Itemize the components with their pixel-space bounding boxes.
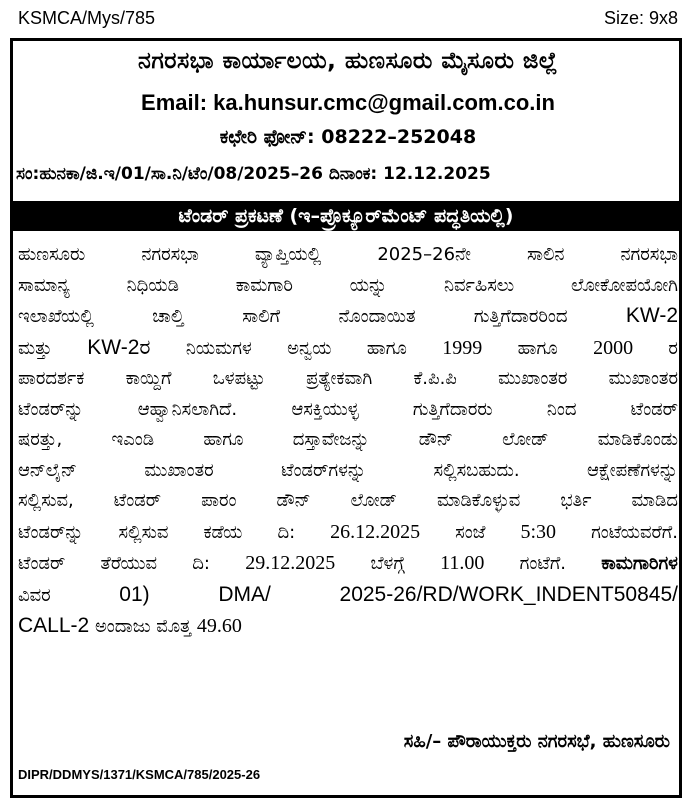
body-text: KW-2 (625, 304, 678, 327)
body-line (18, 548, 678, 580)
office-title: ನಗರಸಭಾ ಕಾರ್ಯಾಲಯ, ಹುಣಸೂರು ಮೈಸೂರು ಜಿಲ್ಲೆ (138, 48, 558, 74)
office-phone: ಕಛೇರಿ ಫೋನ್: 08222–252048 (219, 126, 477, 148)
body-text: ಗಂಟೆಯವರೆಗೆ. (591, 521, 678, 543)
body-line (18, 517, 678, 549)
ad-header-line (18, 8, 678, 32)
body-text: 29.12.2025 (245, 552, 336, 574)
tender-notice-banner: ಟೆಂಡರ್ ಪ್ರಕಟಣೆ (ಇ–ಪ್ರೊಕ್ಯೂರ್‌ಮೆಂಟ್ ಪದ್ಧತಿಯಲ್ಲಿ) (13, 201, 679, 231)
reference-number: ಸಂ:ಹುನಕಾ/ಜಿ.ಇ/01/ಸಾ.ನಿ/ಟೆಂ/08/2025–26 ದಿನಾಂಕ: 12.12.2025 (16, 164, 491, 184)
body-text: 11.00 (440, 552, 485, 574)
body-text: ಇಲಾಖೆಯಲ್ಲಿ ಚಾಲ್ತಿ ಸಾಲಿಗೆ ನೊಂದಾಯಿತ ಗುತ್ತಿಗೆದಾರರಿಂದ (18, 306, 568, 327)
body-text: ರ (668, 337, 678, 359)
body-text: 2000 (593, 336, 634, 359)
work-indent-number: 01) DMA/ 2025-26/RD/WORK_INDENT50845/ (119, 582, 678, 606)
body-text: ವಿವರ (18, 584, 51, 606)
body-text: CALL-2 (18, 614, 90, 637)
body-text: ಹಾಗೂ (517, 337, 558, 359)
body-line (18, 301, 678, 333)
office-email: Email: ka.hunsur.cmc@gmail.com.co.in (141, 90, 555, 115)
body-text: ಬೆಳಗ್ಗೆ (370, 553, 405, 574)
body-line (18, 333, 678, 365)
body-text: ಗಂಟೆಗೆ. (519, 553, 567, 574)
body-line: ಟೆಂಡರ್‌ನ್ನು ಆಹ್ವಾನಿಸಲಾಗಿದೆ. ಆಸಕ್ತಿಯುಳ್ಳ ಗುತ್ತಿಗೆದಾರರು ನಿಂದ ಟೆಂಡರ್ (18, 398, 678, 420)
body-line: ಪಾರದರ್ಶಕ ಕಾಯ್ದಿಗೆ ಒಳಪಟ್ಟು ಪ್ರತ್ಯೇಕವಾಗಿ ಕೆ.ಪಿ.ಪಿ ಮುಖಾಂತರ ಮುಖಾಂತರ (18, 368, 678, 389)
body-line (18, 580, 678, 612)
body-text: ನಿಯಮಗಳ ಅನ್ವಯ ಹಾಗೂ (185, 337, 407, 359)
body-text: KW-2ರ (87, 335, 151, 359)
body-text: ಸಂಜೆ (455, 521, 486, 543)
ad-code: KSMCA/Mys/785 (18, 8, 156, 28)
body-line (18, 611, 678, 643)
body-text: ಅಂದಾಜು ಮೊತ್ತ (94, 616, 192, 637)
ad-size: Size: 9x8 (603, 8, 678, 28)
body-text: ಮತ್ತು (18, 337, 52, 359)
body-line: ಸಾಮಾನ್ಯ ನಿಧಿಯಡಿ ಕಾಮಗಾರಿ ಯನ್ನು ನಿರ್ವಹಿಸಲು ಲೋಕೋಪಯೋಗಿ (18, 274, 678, 296)
body-text: ಟೆಂಡರ್‌ನ್ನು ಸಲ್ಲಿಸುವ ಕಡೆಯ ದಿ: (18, 521, 296, 543)
body-line: ಸಲ್ಲಿಸುವ, ಟೆಂಡರ್ ಪಾರಂ ಡೌನ್ ಲೋಡ್ ಮಾಡಿಕೊಳ್ಳುವ ಭರ್ತಿ ಮಾಡಿದ (18, 490, 678, 511)
body-text: ಟೆಂಡರ್ ತೆರೆಯುವ ದಿ: (18, 553, 210, 574)
body-text: ಕಾಮಗಾರಿಗಳ (601, 553, 678, 574)
body-line: ಆನ್‌ಲೈನ್ ಮುಖಾಂತರ ಟೆಂಡರ್‌ಗಳನ್ನು ಸಲ್ಲಿಸಬಹುದು. ಆಕ್ಷೇಪಣೆಗಳನ್ನು (18, 459, 678, 481)
body-text: 1999 (442, 336, 483, 359)
signature-line: ಸಹಿ/– ಪೌರಾಯುಕ್ತರು ನಗರಸಭೆ, ಹುಣಸೂರು (403, 731, 670, 752)
notice-body (18, 240, 678, 643)
body-line: ಷರತ್ತು, ಇಎಂಡಿ ಹಾಗೂ ದಸ್ತಾವೇಜನ್ನು ಡೌನ್ ಲೋಡ್ ಮಾಡಿಕೊಂಡು (18, 429, 678, 450)
dipr-footer-code: DIPR/DDMYS/1371/KSMCA/785/2025-26 (18, 767, 261, 782)
estimated-amount: 49.60 (196, 615, 242, 637)
body-line: ಹುಣಸೂರು ನಗರಸಭಾ ವ್ಯಾಪ್ತಿಯಲ್ಲಿ 2025–26ನೇ ಸಾಲಿನ ನಗರಸಭಾ (18, 244, 678, 265)
body-text: 26.12.2025 (330, 520, 421, 543)
body-text: 5:30 (520, 520, 557, 543)
